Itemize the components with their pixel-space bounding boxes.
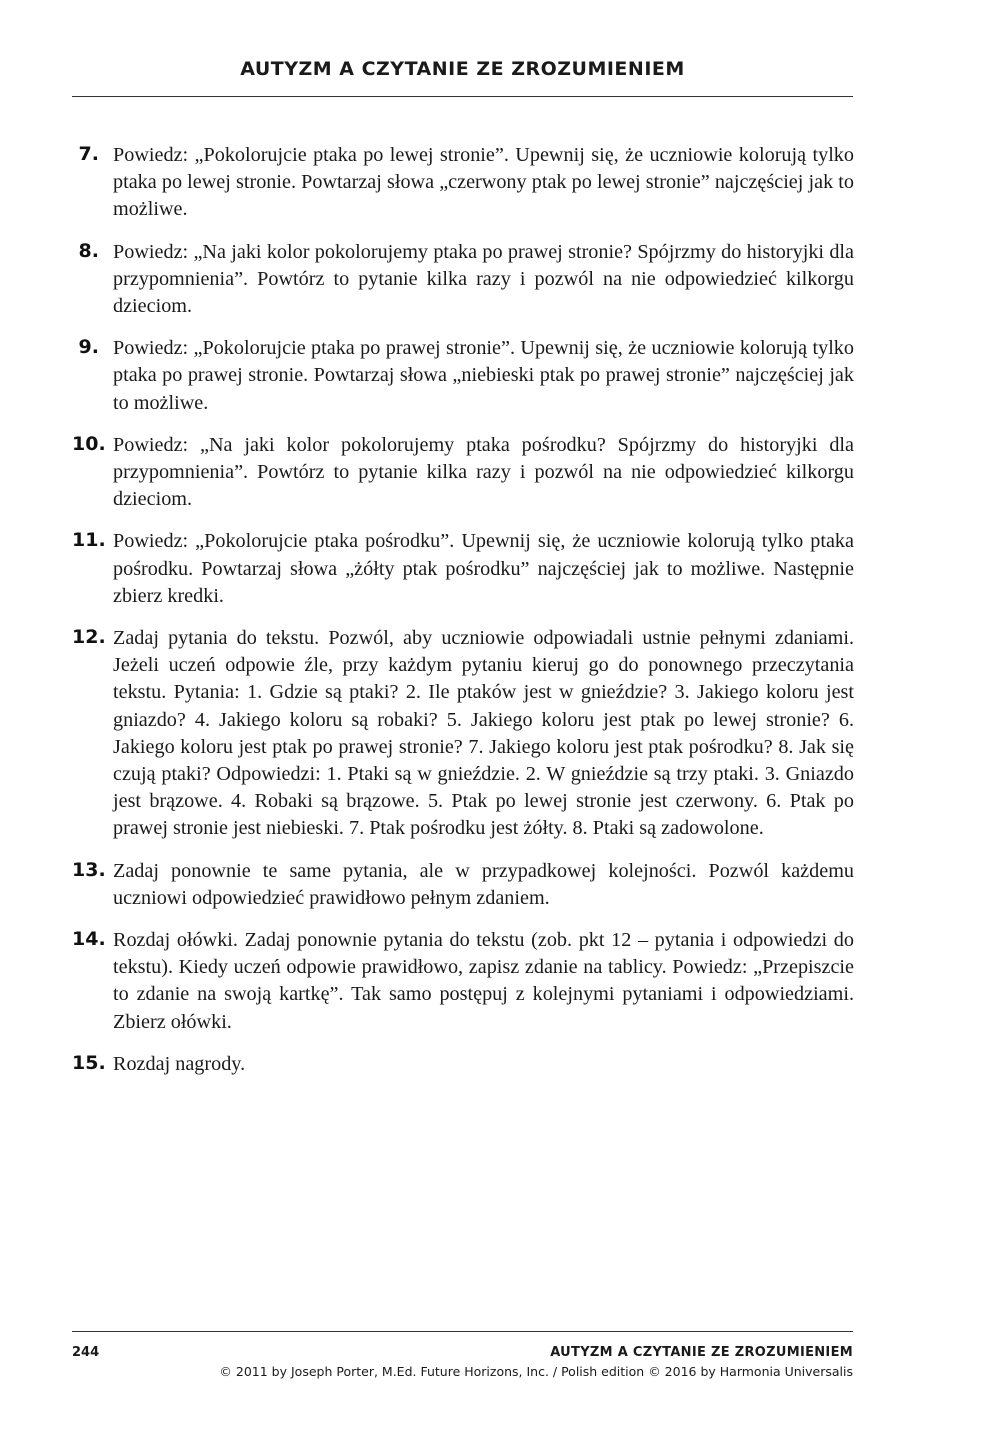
running-header-title: AUTYZM A CZYTANIE ZE ZROZUMIENIEM [240, 58, 685, 80]
item-number: 14. [72, 928, 106, 951]
item-text: Rozdaj nagrody. [113, 1052, 246, 1075]
instruction-item [72, 625, 854, 843]
instruction-item [72, 335, 854, 417]
instruction-item [72, 528, 854, 610]
item-number: 9. [78, 336, 99, 359]
instruction-item [72, 239, 854, 321]
item-text: Rozdaj ołówki. Zadaj ponownie pytania do tekstu (zob. pkt 12 – pytania i odpowiedzi do tekstu). Kiedy uczeń odpowie prawidłowo, zapisz zdanie na tablicy. Powiedz: „Przepiszcie to zdanie na swoją kartkę”. Tak samo postępuj z kolejnymi pytaniami i odpowiedziami. Zbierz ołówki. [113, 929, 854, 1033]
instruction-item [72, 927, 854, 1036]
running-footer-title: AUTYZM A CZYTANIE ZE ZROZUMIENIEM [550, 1345, 853, 1360]
item-text: Powiedz: „Pokolorujcie ptaka po lewej stronie”. Upewnij się, że uczniowie kolorują tylko ptaka po lewej stronie. Powtarzaj słowa „czerwony ptak po lewej stronie” najczęściej jak to możliwe. [113, 144, 854, 221]
item-number: 12. [72, 626, 106, 649]
copyright-notice: © 2011 by Joseph Porter, M.Ed. Future Horizons, Inc. / Polish edition © 2016 by Harmonia Universalis [219, 1364, 853, 1379]
page-number: 244 [72, 1345, 100, 1360]
item-number: 8. [78, 239, 99, 262]
item-number: 11. [72, 529, 106, 552]
instruction-item [72, 1051, 854, 1078]
instruction-item [72, 142, 854, 224]
item-text: Zadaj pytania do tekstu. Pozwól, aby uczniowie odpowiadali ustnie pełnymi zdaniami. Jeżeli uczeń odpowie źle, przy każdym pytaniu kieruj go do ponownego przeczytania tekstu. Pytania: 1. Gdzie są ptaki? 2. Ile ptaków jest w gnieździe? 3. Jakiego koloru jest gniazdo? 4. Jakiego koloru są robaki? 5. Jakiego koloru jest ptak po lewej stronie? 6. Jakiego koloru jest ptak po prawej stronie? 7. Jakiego koloru jest ptak pośrodku? 8. Jak się czują ptaki? Odpowiedzi: 1. Ptaki są w gnieździe. 2. W gnieździe są trzy ptaki. 3. Gniazdo jest brązowe. 4. Robaki są brązowe. 5. Ptak po lewej stronie jest czerwony. 6. Ptak po prawej stronie jest niebieski. 7. Ptak pośrodku jest żółty. 8. Ptaki są zadowolone. [113, 627, 854, 840]
instruction-list [72, 142, 854, 1093]
item-number: 7. [78, 143, 99, 165]
item-number: 10. [72, 432, 106, 455]
instruction-item [72, 858, 854, 912]
item-number: 15. [72, 1051, 106, 1074]
header-divider [72, 96, 853, 97]
item-text: Powiedz: „Na jaki kolor pokolorujemy ptaka pośrodku? Spójrzmy do historyjki dla przypomnienia”. Powtórz to pytanie kilka razy i pozwól na nie odpowiedzieć kilkorgu dzieciom. [113, 433, 854, 511]
item-text: Zadaj ponownie te same pytania, ale w przypadkowej kolejności. Pozwól każdemu uczniowi odpowiedzieć prawidłowo pełnym zdaniem. [113, 859, 854, 909]
footer-divider [72, 1331, 853, 1332]
item-text: Powiedz: „Pokolorujcie ptaka pośrodku”. Upewnij się, że uczniowie kolorują tylko ptaka pośrodku. Powtarzaj słowa „żółty ptak pośrodku” najczęściej jak to możliwe. Następnie zbierz kredki. [113, 530, 854, 607]
item-number: 13. [72, 858, 106, 881]
item-text: Powiedz: „Na jaki kolor pokolorujemy ptaka po prawej stronie? Spójrzmy do historyjki dla przypomnienia”. Powtórz to pytanie kilka razy i pozwól na nie odpowiedzieć kilkorgu dzieciom. [113, 240, 854, 318]
item-text: Powiedz: „Pokolorujcie ptaka po prawej stronie”. Upewnij się, że uczniowie kolorują tylko ptaka po prawej stronie. Powtarzaj słowa „niebieski ptak po prawej stronie” najczęściej jak to możliwe. [113, 337, 854, 414]
instruction-item [72, 432, 854, 514]
